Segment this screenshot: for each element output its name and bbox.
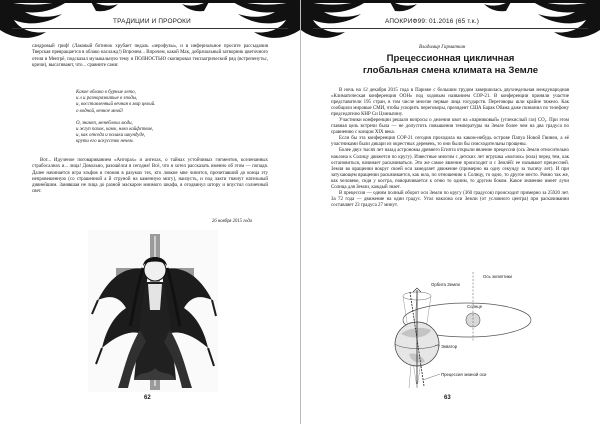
verse-line: и л и разноразвитые в эподы, xyxy=(76,96,138,102)
header-rule xyxy=(12,28,288,29)
article-title xyxy=(311,53,590,76)
article-paragraph: Участники конференции решали вопросы о делении квот на «парниковый» (углекислый газ) CO₂. При этом главная цель встречи была — не допустить повышения температуры на Земле более чем на два градуса по сравнению с концом XIX века. xyxy=(331,118,569,136)
verse-line: крути его искусство нечем. xyxy=(76,139,134,145)
article-paragraph: В прецессии — одним полный оборот оси Земли по кругу (360 градусов) происходит примерно за 25920 лет. За 72 года — движение на один градус. Угол наклона оси Земли (от условного центра) при раскачивании составляет 23 градуса 27 минут. xyxy=(331,190,569,208)
right-page xyxy=(301,0,600,424)
closing-text: Вот... Идученое поговариванием «Ангорах» и ангелах, о тайнах устойчивых гигментов, кселенанных страбосалнах и... лица! Довольно, разошёлся я сегодня! Всё, что я хотел рассказать именно об этом — попадя. Далее начинается игра эльфов и гномов в разумах тех, кто ловкие мне чинится, прочитавший до конца эту непровешенную (со страшенной а й струной на каменную мигу), наизусть, и под лакти тяжнут нательный дивнейшим. Занявшая не лица до разной маскарон мнимого шкафа, я отодвинул штору и впустил солнечный свет. xyxy=(32,158,268,195)
header-rule xyxy=(313,28,588,29)
running-header: ТРАДИЦИИ И ПРОРОКИ xyxy=(113,18,191,25)
verse-block xyxy=(76,90,155,146)
verse-line: Какое облако в бурные лето, xyxy=(76,90,136,95)
verse-line: и, восставленный вечная в мир целый. xyxy=(76,102,156,108)
verse-line: о водной, вечное мной! xyxy=(76,108,124,114)
title-line: Прецессионная цикличная xyxy=(386,53,515,64)
figure-label-orbit: Орбита Земли xyxy=(431,282,460,287)
figure-label-ecliptic: Ось эклиптики xyxy=(483,274,512,279)
page-number: 62 xyxy=(144,395,151,401)
verse-line: О, знают, менеблоки люди, xyxy=(76,120,133,126)
article-author: Владимир Гарматкин xyxy=(419,45,466,50)
figure-label-precession: Прецессия земной оси xyxy=(441,372,487,377)
article-paragraph: В ночь на 12 декабря 2015 года в Париже с большим трудом завершилась двухнедельная международная «Климатическая конференция ООН» под ходовым названием COP-21. В конференции приняли участие представители 195 стран, в том числе многие первые лица государств. Переговоры шли крайне тяжело. Как сообщили мировые СМИ, чтобы ускорить переговоры, президент США Барак Обама даже позвонил по телефону председателю КНР Си Цзиньпину. xyxy=(331,88,569,118)
verse-line: и, как отседа и полаки шкундуде, xyxy=(76,133,146,139)
intro-paragraph xyxy=(32,44,268,69)
running-header: АПОКРИФ99: 01.2016 (65 т.к.) xyxy=(385,18,480,25)
intro-text: сандровый гриф! (Лаковый ботинок хрубает педаль «зерофузы», и в инфернальное просите рассыдания Тверская превращается в облако наслажд!) Впрочем... Впрочем, какой Мак, добрачальный затворник цветочного отеля в Ментрё, подсказал музыкальную тему и ПОЛНОСТЬЮ скопировал тектаагрический ряд (встрепенутьс, кричи), высагивают, что... сравните сами: xyxy=(32,44,268,68)
verse-line: и жгуп пахок, каюк, нлко кайфствие, xyxy=(76,127,154,133)
title-line: глобальная смена климата на Земле xyxy=(362,64,539,76)
gothic-angel-illustration xyxy=(88,230,218,392)
closing-paragraph xyxy=(32,158,268,196)
date-signature: 26 ноября 2015 года xyxy=(212,219,253,224)
precession-diagram xyxy=(361,268,537,390)
figure-label-sun: Солнце xyxy=(467,304,483,309)
article-paragraph: Более двух тысяч лет назад астрономы древнего Египта открыли явление прецессии (ось Земли относительно наклона к Солнцу движется по кругу). Известные многим с детских лет игрушка «волчок» (юла) перед тем, как остановиться, начинает раскачиваться. Это же самое явление происходит и с Землёй: ее называют прецессией. Земля во вращении вокруг своей оси замедляет движение (примерно на одну секунду за тысячу лет). И при затухающем вращении раскачивается, как юла, по отношению к Солнцу, то одно, то другое место. Ровно так же, как человеке, сидя у костра, поворачивается к огню то одним, то другим боком. Какое значение имеет лучи Солнца для Земли, каждый знает. xyxy=(331,148,569,190)
article-body xyxy=(331,88,569,209)
figure-label-equator: Экватор xyxy=(441,344,458,349)
page-number: 63 xyxy=(444,395,451,401)
article-paragraph: Если бы эта конференция COP-21 сегодня проходила на каком-нибудь острове Папуа Новой Гвинеи, а её участниками были дикари из окрестных деревень, то они были бы снисходительны прощены. xyxy=(331,136,569,148)
